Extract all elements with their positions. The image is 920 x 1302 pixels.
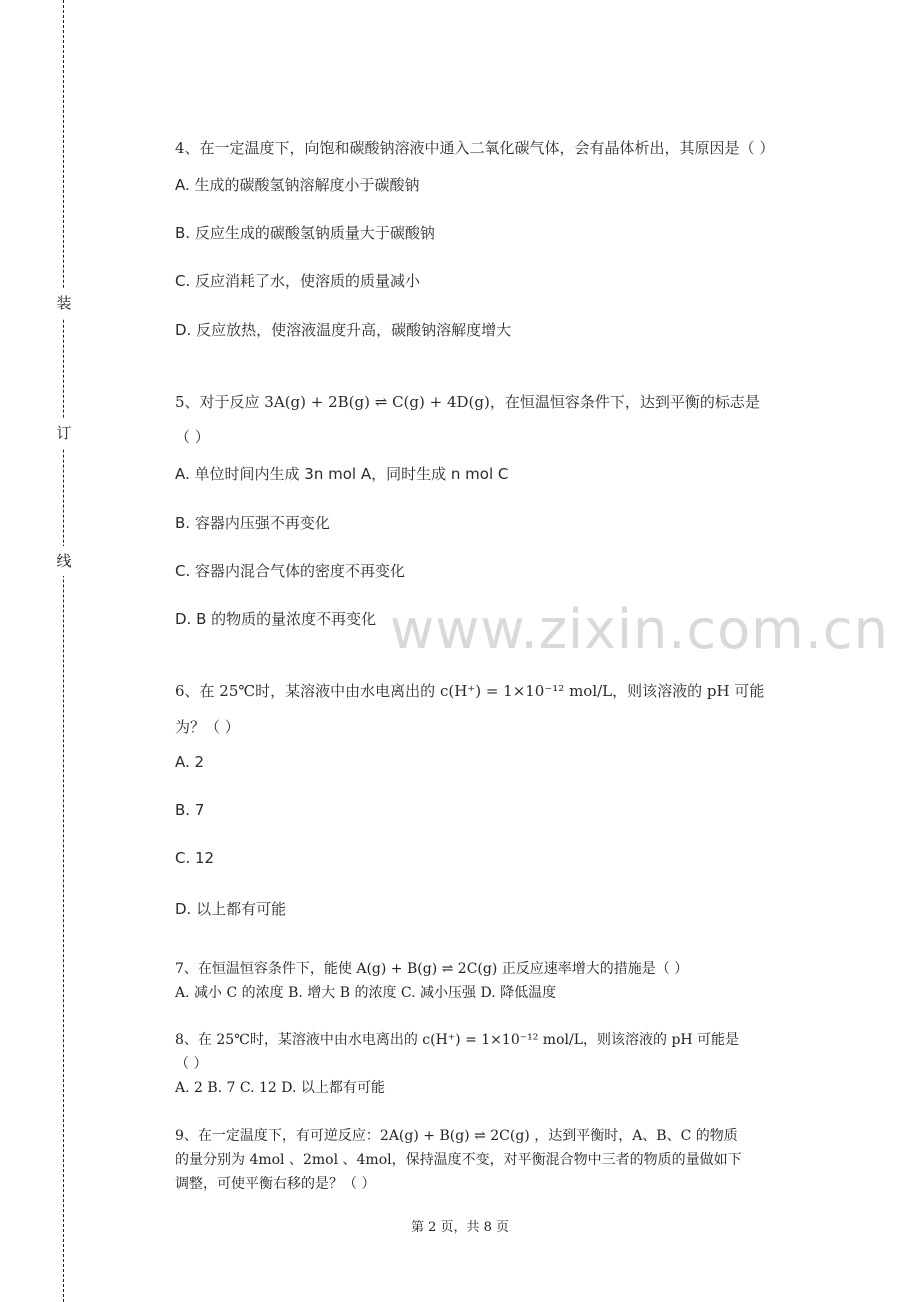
binding-char-ding: 订 — [52, 418, 76, 448]
q6-stem-line2: 为？（ ） — [175, 718, 240, 736]
q4-option-c: C. 反应消耗了水，使溶质的质量减小 — [175, 272, 421, 290]
q6-stem-line1: 6、在 25℃时，某溶液中由水电离出的 c(H⁺) = 1×10⁻¹² mol/L，则该溶液的 pH 可能 — [175, 682, 765, 700]
binding-char-xian: 线 — [52, 546, 76, 576]
q5-option-c: C. 容器内混合气体的密度不再变化 — [175, 562, 406, 580]
q7-stem: 7、在恒温恒容条件下，能使 A(g) + B(g) ⇌ 2C(g) 正反应速率增大的措施是（ ） — [175, 961, 689, 977]
page-footer: 第 2 页，共 8 页 — [410, 1220, 510, 1235]
q6-option-b: B. 7 — [175, 801, 205, 819]
q9-line2: 的量分别为 4mol 、2mol 、4mol，保持温度不变，对平衡混合物中三者的物质的量做如下 — [175, 1152, 742, 1168]
q4-option-b: B. 反应生成的碳酸氢钠质量大于碳酸钠 — [175, 224, 435, 242]
q5-stem-line1: 5、对于反应 3A(g) + 2B(g) ⇌ C(g) + 4D(g)，在恒温恒容条件下，达到平衡的标志是 — [175, 393, 760, 411]
binding-dashed-line — [63, 0, 64, 1302]
q8-options: A. 2 B. 7 C. 12 D. 以上都有可能 — [175, 1080, 385, 1096]
q4-option-d: D. 反应放热，使溶液温度升高，碳酸钠溶解度增大 — [175, 321, 512, 339]
q6-option-c: C. 12 — [175, 849, 215, 867]
watermark: www.zixin.com.cn — [390, 598, 889, 661]
q5-option-b: B. 容器内压强不再变化 — [175, 514, 330, 532]
q6-option-d: D. 以上都有可能 — [175, 900, 287, 918]
q6-option-a: A. 2 — [175, 753, 205, 771]
q7-options: A. 减小 C 的浓度 B. 增大 B 的浓度 C. 减小压强 D. 降低温度 — [175, 985, 557, 1001]
q4-stem: 4、在一定温度下，向饱和碳酸钠溶液中通入二氧化碳气体，会有晶体析出，其原因是（ ） — [175, 139, 775, 157]
q4-option-a: A. 生成的碳酸氢钠溶解度小于碳酸钠 — [175, 176, 420, 194]
q5-stem-line2: （ ） — [175, 428, 210, 446]
q5-option-d: D. B 的物质的量浓度不再变化 — [175, 610, 377, 628]
q5-option-a: A. 单位时间内生成 3n mol A，同时生成 n mol C — [175, 465, 509, 483]
q8-stem-line1: 8、在 25℃时，某溶液中由水电离出的 c(H⁺) = 1×10⁻¹² mol/L，则该溶液的 pH 可能是 — [175, 1032, 740, 1048]
q8-stem-line2: （ ） — [175, 1056, 208, 1072]
q9-line1: 9、在一定温度下，有可逆反应：2A(g) + B(g) ⇌ 2C(g) ，达到平衡时，A、B、C 的物质 — [175, 1128, 738, 1144]
q9-line3: 调整，可使平衡右移的是？（ ） — [175, 1176, 376, 1192]
binding-char-zhuang: 装 — [52, 288, 76, 318]
